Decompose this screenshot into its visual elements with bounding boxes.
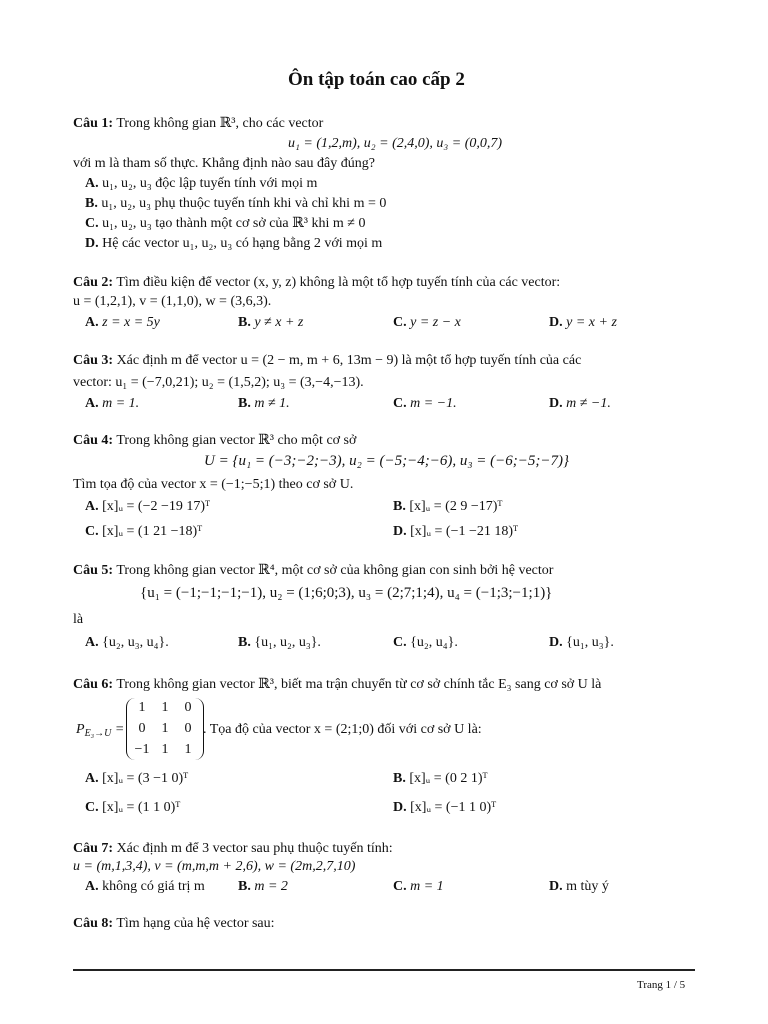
option-label: C. bbox=[393, 635, 407, 650]
question-text: Trong không gian vector ℝ⁴, một cơ sở của không gian con sinh bởi hệ vector bbox=[116, 563, 554, 578]
option-label: B. bbox=[238, 396, 251, 411]
transition-matrix bbox=[126, 698, 204, 760]
question-text: Xác định m để 3 vector sau phụ thuộc tuyến tính: bbox=[116, 841, 393, 856]
footer-divider bbox=[73, 969, 695, 971]
question-text: Xác định m để vector u = (2 − m, m + 6, 13m − 9) là một tổ hợp tuyến tính của các bbox=[116, 353, 582, 368]
question-label: Câu 4: bbox=[73, 433, 114, 448]
q4-option-c[interactable] bbox=[85, 524, 202, 539]
math-space: ℝ³ bbox=[219, 116, 236, 131]
matrix-cell: 1 bbox=[184, 742, 192, 757]
q1-option-a[interactable] bbox=[85, 176, 317, 191]
option-text: [x]ᵤ = (2 9 −17)ᵀ bbox=[409, 499, 503, 514]
matrix-cell: 1 bbox=[138, 700, 146, 715]
option-text: u₁, u₂, u₃ tạo thành một cơ sở của ℝ³ khi m ≠ 0 bbox=[102, 216, 366, 231]
question-3 bbox=[73, 353, 581, 368]
q7-option-a[interactable] bbox=[85, 879, 205, 894]
option-label: D. bbox=[549, 396, 563, 411]
option-text: [x]ᵤ = (−1 1 0)ᵀ bbox=[410, 800, 497, 815]
option-text: {u₁, u₃}. bbox=[566, 635, 614, 650]
question-4 bbox=[73, 433, 356, 448]
matrix-subscript: E₃→U bbox=[84, 728, 112, 739]
option-label: A. bbox=[85, 315, 99, 330]
question-text-cont: , cho các vector bbox=[235, 116, 324, 131]
q7-vectors: u = (m,1,3,4), v = (m,m,m + 2,6), w = (2m,2,7,10) bbox=[73, 859, 356, 874]
question-5 bbox=[73, 563, 553, 578]
q2-vectors: u = (1,2,1), v = (1,1,0), w = (3,6,3). bbox=[73, 294, 272, 309]
option-label: D. bbox=[393, 524, 407, 539]
question-7 bbox=[73, 841, 393, 856]
q3-option-d[interactable] bbox=[549, 396, 611, 411]
option-label: B. bbox=[238, 315, 251, 330]
question-label: Câu 5: bbox=[73, 563, 114, 578]
q1-option-c[interactable] bbox=[85, 216, 365, 231]
page-title: Ôn tập toán cao cấp 2 bbox=[288, 69, 465, 90]
option-label: C. bbox=[85, 524, 99, 539]
option-text: [x]ᵤ = (1 21 −18)ᵀ bbox=[102, 524, 203, 539]
option-label: C. bbox=[85, 800, 99, 815]
q7-option-c[interactable] bbox=[393, 879, 444, 894]
option-label: A. bbox=[85, 771, 99, 786]
question-label: Câu 8: bbox=[73, 916, 114, 931]
option-text: u₁, u₂, u₃ độc lập tuyến tính với mọi m bbox=[102, 176, 318, 191]
option-text: {u₁, u₂, u₃}. bbox=[254, 635, 321, 650]
option-label: B. bbox=[393, 771, 406, 786]
q6-option-b[interactable] bbox=[393, 771, 488, 786]
option-label: B. bbox=[85, 196, 98, 211]
option-label: D. bbox=[85, 236, 99, 251]
option-text: {u₂, u₃, u₄}. bbox=[102, 635, 169, 650]
question-label: Câu 6: bbox=[73, 677, 114, 692]
q3-line2: vector: u₁ = (−7,0,21); u₂ = (1,5,2); u₃ = (3,−4,−13). bbox=[73, 375, 364, 390]
q1-line2: với m là tham số thực. Khẳng định nào sau đây đúng? bbox=[73, 156, 375, 171]
q6-after-matrix: . Tọa độ của vector x = (2;1;0) đối với cơ sở U là: bbox=[203, 722, 482, 737]
q1-vectors: u₁ = (1,2,m), u₂ = (2,4,0), u₃ = (0,0,7) bbox=[288, 136, 503, 151]
option-text: y ≠ x + z bbox=[254, 315, 304, 330]
question-text: Trong không gian vector ℝ³, biết ma trận chuyển từ cơ sở chính tắc E₃ sang cơ sở U là bbox=[116, 677, 602, 692]
option-text: m = −1. bbox=[410, 396, 457, 411]
q1-option-b[interactable] bbox=[85, 196, 386, 211]
option-text: z = x = 5y bbox=[102, 315, 160, 330]
q6-option-c[interactable] bbox=[85, 800, 180, 815]
matrix-cell: 0 bbox=[184, 700, 192, 715]
option-label: A. bbox=[85, 635, 99, 650]
option-text: u₁, u₂, u₃ phụ thuộc tuyến tính khi và chỉ khi m = 0 bbox=[101, 196, 387, 211]
q7-option-d[interactable] bbox=[549, 879, 609, 894]
q2-option-b[interactable] bbox=[238, 315, 303, 330]
q5-option-b[interactable] bbox=[238, 635, 321, 650]
matrix-cell: 1 bbox=[161, 742, 169, 757]
option-label: D. bbox=[393, 800, 407, 815]
option-text: không có giá trị m bbox=[102, 879, 205, 894]
question-text: Tìm điều kiện để vector (x, y, z) không là một tổ hợp tuyến tính của các vector: bbox=[116, 275, 561, 290]
question-label: Câu 7: bbox=[73, 841, 114, 856]
option-label: A. bbox=[85, 396, 99, 411]
option-label: C. bbox=[393, 396, 407, 411]
q4-option-a[interactable] bbox=[85, 499, 210, 514]
option-label: B. bbox=[238, 879, 251, 894]
matrix-cell: 0 bbox=[138, 721, 146, 736]
q4-basis: U = {u₁ = (−3;−2;−3), u₂ = (−5;−4;−6), u₃ = (−6;−5;−7)} bbox=[204, 453, 570, 469]
option-label: D. bbox=[549, 315, 563, 330]
option-text: m = 1. bbox=[102, 396, 140, 411]
option-text: Hệ các vector u₁, u₂, u₃ có hạng bằng 2 với mọi m bbox=[102, 236, 383, 251]
option-label: A. bbox=[85, 879, 99, 894]
q5-vectors: {u₁ = (−1;−1;−1;−1), u₂ = (1;6;0;3), u₃ = (2;7;1;4), u₄ = (−1;3;−1;1)} bbox=[140, 585, 553, 601]
option-text: m = 2 bbox=[254, 879, 288, 894]
q3-option-c[interactable] bbox=[393, 396, 457, 411]
option-text: [x]ᵤ = (3 −1 0)ᵀ bbox=[102, 771, 189, 786]
option-text: [x]ᵤ = (0 2 1)ᵀ bbox=[409, 771, 488, 786]
matrix-cell: −1 bbox=[134, 742, 150, 757]
q6-option-d[interactable] bbox=[393, 800, 496, 815]
question-label: Câu 3: bbox=[73, 353, 114, 368]
matrix-cell: 0 bbox=[184, 721, 192, 736]
option-label: A. bbox=[85, 176, 99, 191]
q6-option-a[interactable] bbox=[85, 771, 188, 786]
q5-option-c[interactable] bbox=[393, 635, 458, 650]
matrix-label: $P_{E_3\to U}$ = bbox=[76, 722, 125, 739]
question-6 bbox=[73, 677, 601, 692]
question-2 bbox=[73, 275, 560, 290]
q2-option-c[interactable] bbox=[393, 315, 461, 330]
option-label: A. bbox=[85, 499, 99, 514]
option-text: y = x + z bbox=[566, 315, 617, 330]
question-text: Tìm hạng của hệ vector sau: bbox=[116, 916, 275, 931]
q4-line2: Tìm tọa độ của vector x = (−1;−5;1) theo cơ sở U. bbox=[73, 477, 354, 492]
option-label: B. bbox=[238, 635, 251, 650]
option-text: m ≠ −1. bbox=[566, 396, 611, 411]
option-text: y = z − x bbox=[410, 315, 461, 330]
question-label: Câu 1: bbox=[73, 116, 114, 131]
q3-option-a[interactable] bbox=[85, 396, 139, 411]
q5-option-a[interactable] bbox=[85, 635, 169, 650]
matrix-cell: 1 bbox=[161, 721, 169, 736]
q4-option-b[interactable] bbox=[393, 499, 502, 514]
option-text: {u₂, u₄}. bbox=[410, 635, 458, 650]
question-label: Câu 2: bbox=[73, 275, 114, 290]
question-1 bbox=[73, 116, 323, 131]
matrix-cell: 1 bbox=[161, 700, 169, 715]
option-label: D. bbox=[549, 635, 563, 650]
q3-option-b[interactable] bbox=[238, 396, 290, 411]
option-label: B. bbox=[393, 499, 406, 514]
question-text: Trong không gian bbox=[116, 116, 217, 131]
q5-la: là bbox=[73, 612, 84, 627]
page-number: Trang 1 / 5 bbox=[637, 979, 686, 991]
question-8 bbox=[73, 916, 275, 931]
option-label: C. bbox=[393, 879, 407, 894]
question-text: Trong không gian vector ℝ³ cho một cơ sở bbox=[116, 433, 357, 448]
option-text: m tùy ý bbox=[566, 879, 609, 894]
option-text: m = 1 bbox=[410, 879, 444, 894]
option-label: C. bbox=[85, 216, 99, 231]
q2-option-a[interactable] bbox=[85, 315, 160, 330]
q4-option-d[interactable] bbox=[393, 524, 518, 539]
option-text: [x]ᵤ = (1 1 0)ᵀ bbox=[102, 800, 181, 815]
option-label: C. bbox=[393, 315, 407, 330]
option-text: [x]ᵤ = (−1 −21 18)ᵀ bbox=[410, 524, 519, 539]
option-label: D. bbox=[549, 879, 563, 894]
q1-option-d[interactable] bbox=[85, 236, 382, 251]
option-text: m ≠ 1. bbox=[254, 396, 290, 411]
q7-option-b[interactable] bbox=[238, 879, 288, 894]
q5-option-d[interactable] bbox=[549, 635, 614, 650]
q2-option-d[interactable] bbox=[549, 315, 617, 330]
matrix-name: P bbox=[76, 722, 85, 737]
option-text: [x]ᵤ = (−2 −19 17)ᵀ bbox=[102, 499, 211, 514]
